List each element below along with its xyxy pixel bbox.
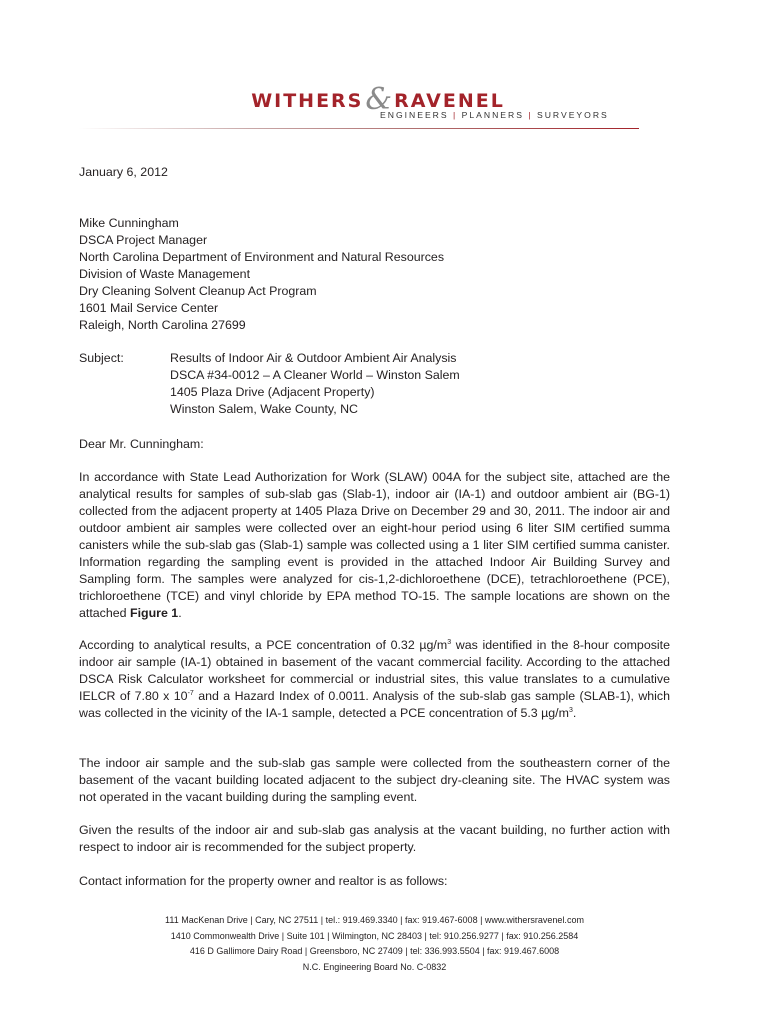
body-paragraph-1: [79, 469, 670, 622]
recipient-line: Mike Cunningham: [79, 216, 179, 230]
subject-block: [170, 350, 460, 418]
footer-line: 111 MacKenan Drive | Cary, NC 27511 | tel.: 919.469.3340 | fax: 919.467-6008 | www.withersravenel.com: [165, 915, 584, 925]
subject-label: Subject:: [79, 351, 124, 365]
recipient-line: 1601 Mail Service Center: [79, 301, 219, 315]
p2-text-c: and a Hazard Index of 0.0011. Analysis of the sub-slab gas sample (SLAB-1), which was collected in the vicinity of the IA-1 sample, detected a PCE concentration of 5.3 µg/m: [79, 689, 670, 720]
letterhead-divider: [79, 128, 639, 129]
recipient-line: Dry Cleaning Solvent Cleanup Act Program: [79, 284, 317, 298]
footer-line: N.C. Engineering Board No. C-0832: [302, 961, 447, 972]
logo-ampersand: &: [365, 82, 393, 117]
tagline-separator: |: [528, 110, 533, 120]
p1-end: .: [178, 606, 182, 620]
subject-line: Results of Indoor Air & Outdoor Ambient Air Analysis: [170, 351, 457, 365]
recipient-line: Division of Waste Management: [79, 267, 251, 281]
p2-text-d: .: [572, 706, 577, 720]
p1-text: In accordance with State Lead Authorization for Work (SLAW) 004A for the subject site, attached are the analytical results for samples of sub-slab gas (Slab-1), indoor air (IA-1) and outdoor ambient air (BG-1) collected from the adjacent property at 1405 Plaza Drive on December 29 and 30, 2011. The indoor air and outdoor ambient air samples were collected over an eight-hour period using 6 liter SIM certified summa canisters while the sub-slab gas (Slab-1) sample was collected using a 1 liter SIM certified summa canister. Information regarding the sampling event is provided in the attached Indoor Air Building Survey and Sampling form. The samples were analyzed for cis-1,2-dichloroethene (DCE), tetrachloroethene (PCE), trichloroethene (TCE) and vinyl chloride by EPA method TO-15. The sample locations are shown on the attached: [79, 470, 670, 620]
footer-address: [79, 913, 670, 975]
subject-line: DSCA #34-0012 – A Cleaner World – Winston Salem: [170, 368, 460, 382]
tagline-engineers: ENGINEERS: [380, 110, 449, 120]
body-paragraph-2: [79, 637, 670, 722]
body-paragraph-3: The indoor air sample and the sub-slab gas sample were collected from the southeastern corner of the basement of the vacant building located adjacent to the subject dry-cleaning site. The HVAC system was not operated in the vacant building during the sampling event.: [79, 756, 670, 804]
company-tagline: [380, 110, 632, 120]
logo-withers: WITHERS: [251, 90, 364, 112]
subject-line: Winston Salem, Wake County, NC: [170, 402, 358, 416]
letter-date: January 6, 2012: [79, 165, 168, 179]
recipient-line: DSCA Project Manager: [79, 233, 208, 247]
footer-line: 416 D Gallimore Dairy Road | Greensboro, NC 27409 | tel: 336.993.5504 | fax: 919.467.6008: [189, 946, 560, 956]
p2-superscript: 3: [447, 638, 452, 646]
recipient-line: North Carolina Department of Environment and Natural Resources: [79, 250, 445, 264]
body-paragraph-5: Contact information for the property owner and realtor is as follows:: [79, 874, 448, 888]
recipient-line: Raleigh, North Carolina 27699: [79, 318, 246, 332]
figure-reference: Figure 1: [130, 606, 179, 620]
p2-superscript: 3: [568, 706, 573, 714]
logo-ravenel: RAVENEL: [394, 90, 505, 112]
recipient-address: [79, 215, 670, 334]
tagline-planners: PLANNERS: [461, 110, 524, 120]
p2-text-a: According to analytical results, a PCE concentration of 0.32 µg/m: [79, 638, 448, 652]
p2-exponent: -7: [187, 689, 194, 697]
p2-text-b: was identified in the 8-hour composite indoor air sample (IA-1) obtained in basement of the vacant commercial facility. According to the attached DSCA Risk Calculator worksheet for commercial or industrial sites, this value translates to a cumulative IELCR of 7.80 x 10: [79, 638, 670, 703]
tagline-separator: |: [453, 110, 458, 120]
subject-line: 1405 Plaza Drive (Adjacent Property): [170, 385, 375, 399]
body-paragraph-4: Given the results of the indoor air and sub-slab gas analysis at the vacant building, no further action with respect to indoor air is recommended for the subject property.: [79, 823, 670, 854]
tagline-surveyors: SURVEYORS: [536, 110, 609, 120]
footer-line: 1410 Commonwealth Drive | Suite 101 | Wilmington, NC 28403 | tel: 910.256.9277 | fax: 910.256.2584: [170, 930, 579, 941]
salutation: Dear Mr. Cunningham:: [79, 437, 204, 451]
